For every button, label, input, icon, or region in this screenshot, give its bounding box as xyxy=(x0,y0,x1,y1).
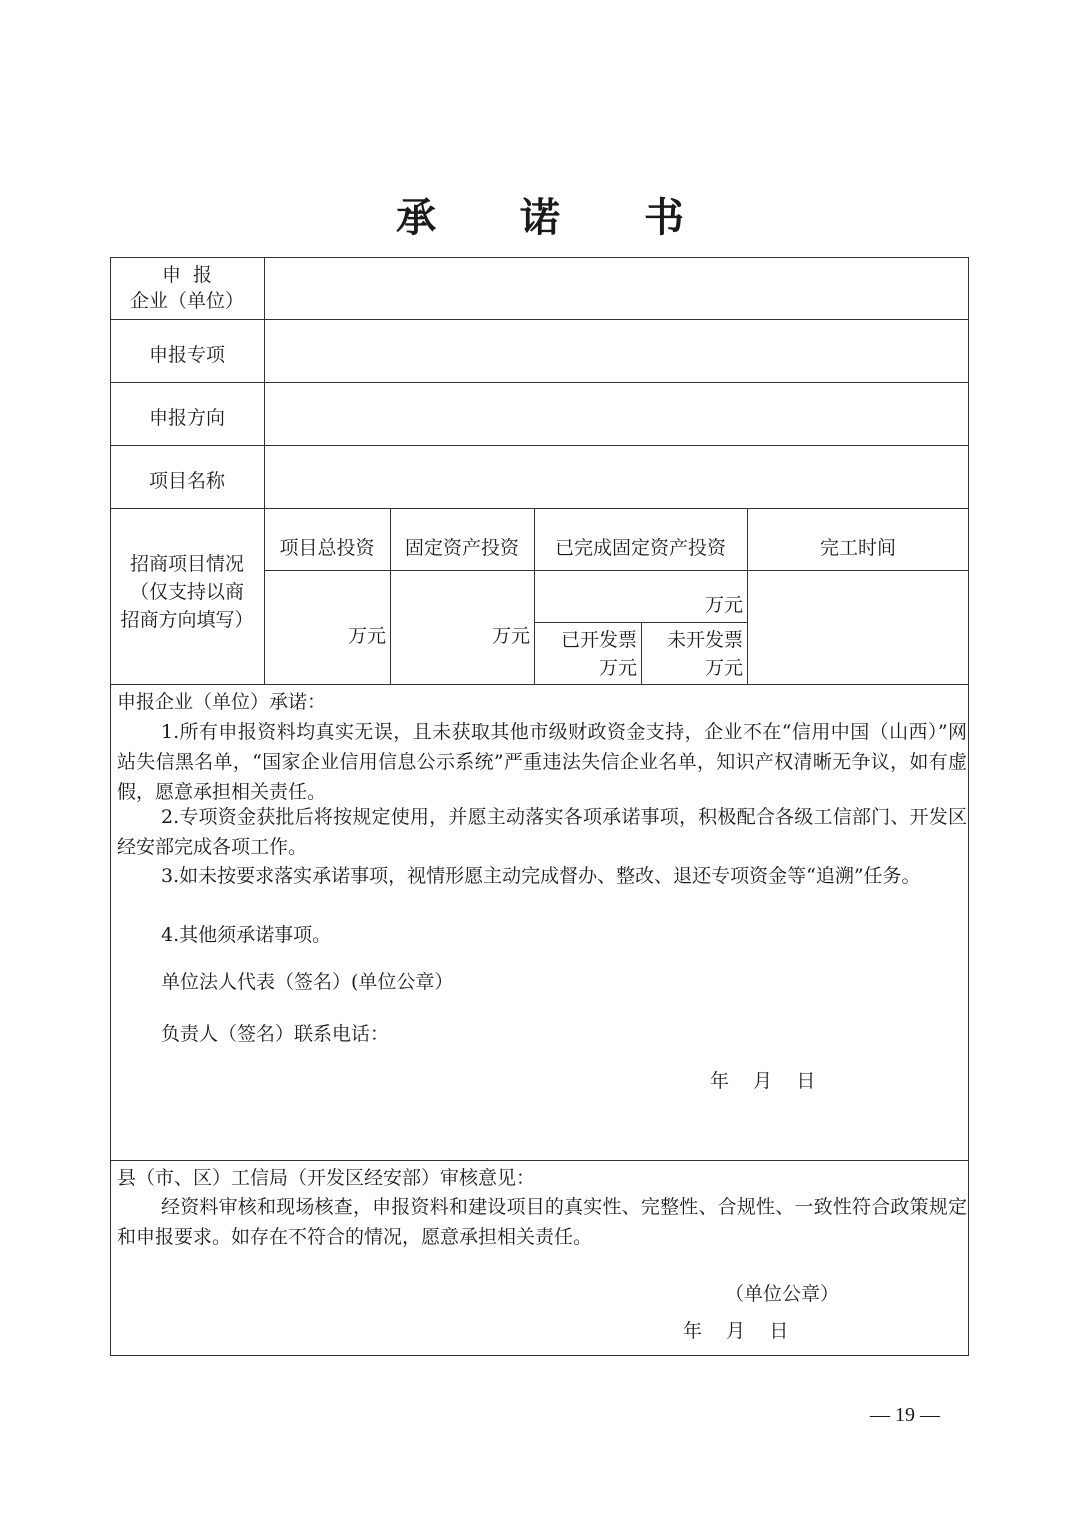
document-title xyxy=(0,186,1080,243)
applicant-label xyxy=(110,262,264,314)
project-name-value-field[interactable] xyxy=(266,447,967,507)
header-total-investment: 项目总投资 xyxy=(279,537,375,559)
review-heading: 县（市、区）工信局（开发区经安部）审核意见： xyxy=(117,1167,536,1189)
commitment-item-2: 2.专项资金获批后将按规定使用，并愿主动落实各项承诺事项，积极配合各级工信部门、开发区经安部完成各项工作。 xyxy=(117,806,967,858)
page-number: — 19 — xyxy=(870,1404,940,1426)
header-completed-fixed-assets: 已完成固定资产投资 xyxy=(554,537,726,559)
not-invoiced-unit[interactable]: 万元 xyxy=(704,657,743,679)
row-divider xyxy=(110,684,969,685)
row-divider xyxy=(264,570,969,571)
invoiced-label: 已开发票 xyxy=(560,629,637,651)
column-divider xyxy=(264,257,265,684)
commitment-item-1: 1.所有申报资料均真实无误，且未获取其他市级财政资金支持，企业不在“信用中国（山西）”网站失信黑名单，“国家企业信用信息公示系统”严重违法失信企业名单，知识产权清晰无争议，如有虚假，愿意承担相关责任。 xyxy=(117,721,967,803)
legal-representative-signature: 单位法人代表（签名）(单位公章） xyxy=(161,971,454,993)
title-char-1: 承 xyxy=(396,194,436,241)
commitment-item-4: 4.其他须承诺事项。 xyxy=(161,924,332,946)
total-investment-unit[interactable]: 万元 xyxy=(347,625,386,647)
direction-value-field[interactable] xyxy=(266,384,967,444)
header-completion-time: 完工时间 xyxy=(819,537,896,559)
project-name-label: 项目名称 xyxy=(148,470,225,492)
contact-person-phone: 负责人（签名）联系电话： xyxy=(161,1023,390,1045)
applicant-label-line2: 企业（单位） xyxy=(129,290,244,312)
title-char-2: 诺 xyxy=(520,194,560,241)
completed-fixed-assets-unit[interactable]: 万元 xyxy=(704,594,743,616)
review-body: 经资料审核和现场核查，申报资料和建设项目的真实性、完整性、合规性、一致性符合政策规定和申报要求。如存在不符合的情况，愿意承担相关责任。 xyxy=(117,1196,967,1248)
commitment-date: 年 月 日 xyxy=(710,1070,816,1092)
row-divider xyxy=(110,445,969,446)
row-divider xyxy=(110,508,969,509)
investment-label-line3: 招商方向填写） xyxy=(120,609,254,631)
fixed-assets-unit[interactable]: 万元 xyxy=(491,625,530,647)
applicant-value-field[interactable] xyxy=(266,259,967,318)
header-fixed-assets: 固定资产投资 xyxy=(404,537,519,559)
investment-label xyxy=(110,550,264,634)
not-invoiced-label: 未开发票 xyxy=(666,629,743,651)
investment-label-line1: 招商项目情况 xyxy=(129,553,244,575)
commitment-heading: 申报企业（单位）承诺： xyxy=(117,691,327,713)
row-divider xyxy=(110,382,969,383)
commitment-item-3: 3.如未按要求落实承诺事项，视情形愿主动完成督办、整改、退还专项资金等“追溯”任务。 xyxy=(161,865,921,887)
completion-time-field[interactable] xyxy=(749,572,967,682)
applicant-label-line1: 申 报 xyxy=(161,264,213,286)
direction-label: 申报方向 xyxy=(148,407,225,429)
review-date: 年 月 日 xyxy=(683,1320,789,1342)
review-seal: （单位公章） xyxy=(725,1283,840,1305)
special-item-label: 申报专项 xyxy=(148,344,225,366)
row-divider xyxy=(110,1160,969,1161)
special-item-value-field[interactable] xyxy=(266,321,967,381)
investment-label-line2: （仅支持以商 xyxy=(129,581,244,603)
title-char-3: 书 xyxy=(644,194,684,241)
row-divider xyxy=(110,319,969,320)
invoiced-unit[interactable]: 万元 xyxy=(598,657,637,679)
